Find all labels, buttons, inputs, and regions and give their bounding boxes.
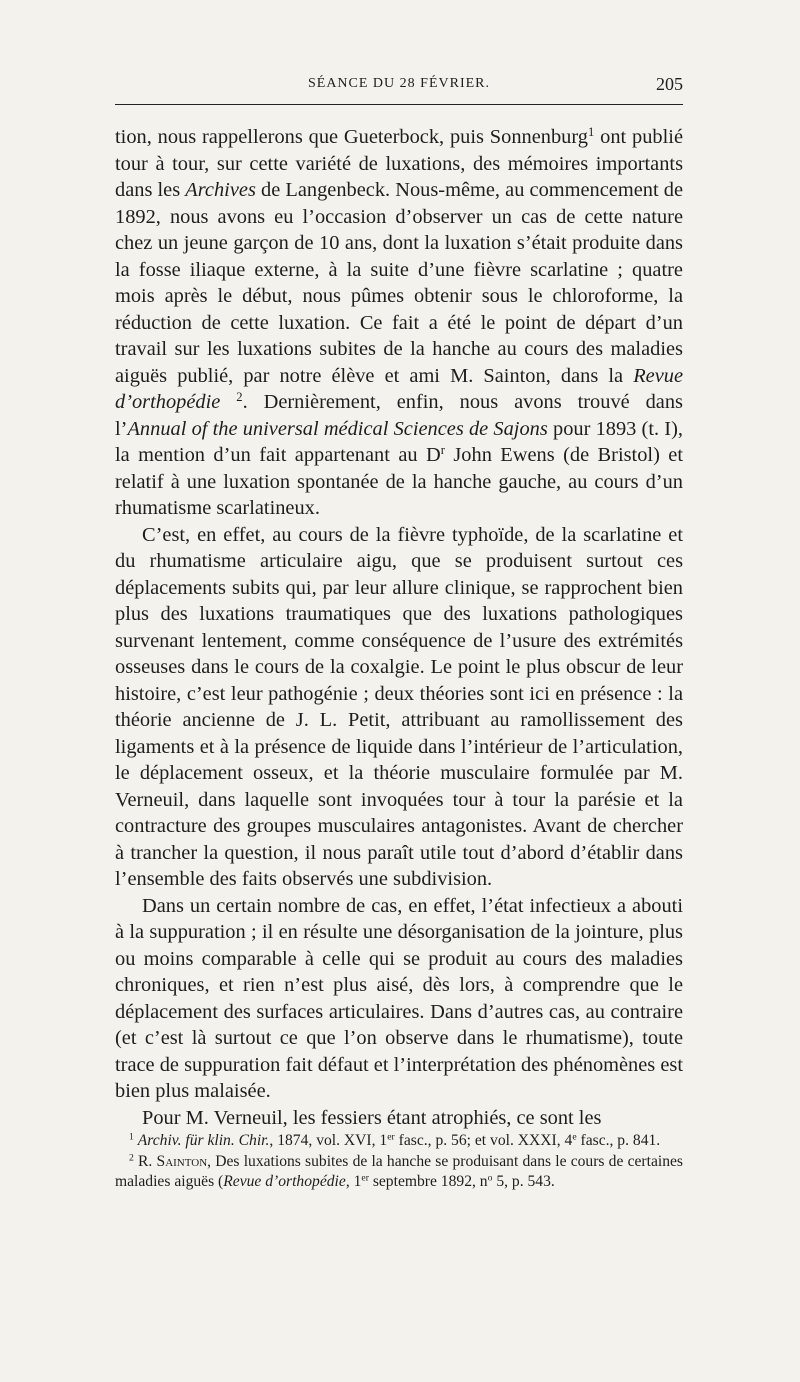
footnote-2-sup-1: er	[361, 1172, 369, 1184]
running-title: SÉANCE DU 28 FÉVRIER.	[307, 76, 490, 91]
footnotes	[115, 1131, 683, 1193]
footnote-2-text-2: , 1	[345, 1173, 362, 1190]
annual-title: Annual of the universal médical Sciences de Sajons	[127, 417, 548, 440]
footnote-2	[115, 1152, 683, 1193]
p1-text-e: pour 1893 (t. I), la mention d’un fait appartenant au D	[115, 417, 683, 466]
footnote-2-text-3: septembre 1892, n	[368, 1173, 488, 1190]
footnote-1-journal: Archiv. für klin. Chir.	[137, 1132, 270, 1149]
p1-text-c: de Langenbeck. Nous-même, au commencement de 1892, nous avons eu l’occasion d’observer un cas de cette nature chez un jeune garçon de 10 ans, dont la luxation s’était produite dans la fosse iliaque externe, à la suite d’une fièvre scarlatine ; quatre mois après le début, nous pûmes obtenir sous le chloroforme, la réduction de cette luxation. Ce fait a été le point de départ d’un travail sur les luxations subites de la hanche au cours des maladies aiguës publié, par notre élève et ami M. Sainton, dans la	[115, 179, 683, 387]
footnote-1-text-2: fasc., p. 56; et vol. XXXI, 4	[394, 1132, 573, 1149]
p1-text-b: ont publié tour à tour, sur cette variété de luxations, des mémoires importants dans les	[115, 126, 683, 201]
footnote-ref-2: 2	[236, 390, 243, 405]
footnote-1-text-3: fasc., p. 841.	[576, 1132, 661, 1149]
footnote-2-journal: Revue d’orthopédie	[223, 1173, 346, 1190]
footnote-1-text: , 1874, vol. XVI, 1	[269, 1132, 388, 1149]
p1-text-d: . Dernièrement, enfin, nous avons trouvé dans l’	[115, 391, 683, 440]
doctor-abbrev-sup: r	[440, 443, 445, 458]
footnote-2-author: R. Sainton	[138, 1152, 208, 1170]
paragraph-3: Dans un certain nombre de cas, en effet, l’état infectieux a abouti à la suppuration ; il en résulte une désorganisation de la jointure, plus ou moins comparable à celle qui se produit au cours des maladies chroniques, et rien n’est plus aisé, dès lors, à comprendre que le déplacement des surfaces articulaires. Dans d’autres cas, au contraire (et c’est là surtout ce que l’on observe dans le rhumatisme), toute trace de suppuration fait défaut et l’interprétation des phénomènes est bien plus malaisée.	[115, 894, 683, 1102]
page-header	[115, 74, 683, 98]
page-number: 205	[656, 74, 683, 94]
header-rule	[115, 104, 683, 105]
footnote-ref-1: 1	[587, 125, 595, 140]
p1-text-a: tion, nous rappellerons que Gueterbock, puis Sonnenburg	[115, 126, 588, 148]
paragraph-2: C’est, en effet, au cours de la fièvre typhoïde, de la scarlatine et du rhumatisme articulaire aigu, que se produisent surtout ces déplacements subits qui, par leur allure clinique, se rapprochent bien plus des luxations traumatiques que des luxations pathologiques survenant lentement, comme conséquence de l’usure des extrémités osseuses dans le cours de la coxalgie. Le point le plus obscur de leur histoire, c’est leur pathogénie ; deux théories sont ici en présence : la théorie ancienne de J. L. Petit, attribuant au ramollissement des ligaments et à la présence de liquide dans l’intérieur de l’articulation, le déplacement osseux, et la théorie musculaire formulée par M. Verneuil, dans laquelle sont invoquées tour à tour la parésie et la contracture des groupes musculaires antagonistes. Avant de chercher à trancher la question, il nous paraît utile tout d’abord d’établir dans l’ensemble des faits observés une subdivision.	[115, 523, 683, 890]
footnote-1	[115, 1131, 683, 1152]
revue-title: Revue d’orthopédie	[115, 364, 683, 413]
body-text	[115, 124, 683, 1131]
paragraph-1	[115, 124, 683, 522]
footnote-2-text: , Des luxations subites de la hanche se produisant dans le cours de certaines maladies aiguës (	[115, 1152, 683, 1190]
footnote-1-sup-2: e	[572, 1131, 577, 1143]
p1-text-f: John Ewens (de Bristol) et relatif à une luxation spontanée de la hanche gauche, au cours d’un rhumatisme scarlatineux.	[115, 444, 684, 519]
archives-title: Archives	[185, 179, 256, 201]
paragraph-4: Pour M. Verneuil, les fessiers étant atrophiés, ce sont les	[142, 1106, 602, 1129]
footnote-2-marker: 2	[129, 1152, 134, 1164]
footnote-1-marker: 1	[129, 1131, 134, 1143]
footnote-1-sup-1: er	[387, 1131, 395, 1143]
footnote-2-sup-2: o	[487, 1172, 493, 1184]
footnote-2-text-4: 5, p. 543.	[492, 1173, 555, 1190]
